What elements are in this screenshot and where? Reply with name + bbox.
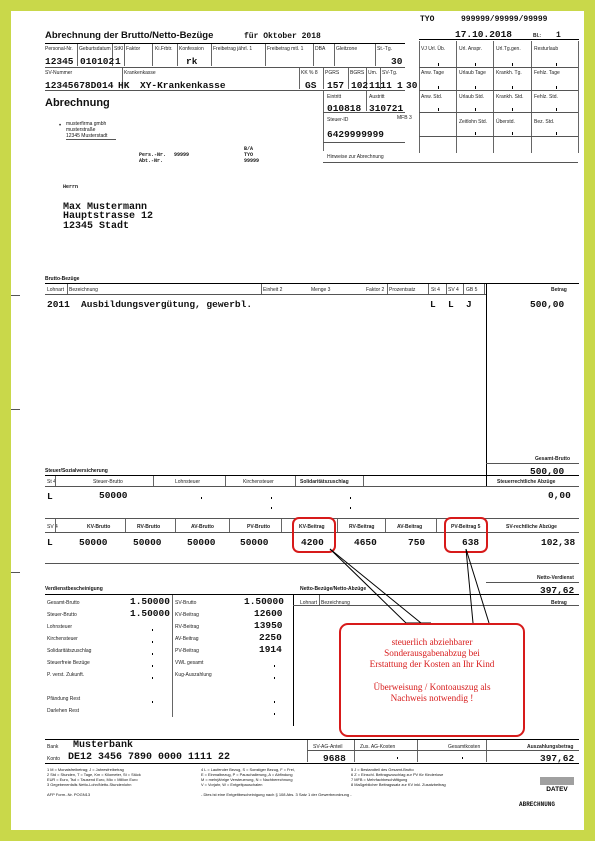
- label-pv-beitrag: PV-Beitrag 5: [451, 524, 481, 530]
- label-sv-brutto: SV 4: [448, 287, 459, 293]
- pv-beitrag: 638: [462, 537, 480, 548]
- entgelt-bescheinigung-note: - Dies ist eine Entgeltbescheinigung nach § 108 Abs. 3 Satz 1 der Gewerbeordnung -: [201, 792, 352, 797]
- label-bgrs: BGRS: [350, 70, 365, 76]
- fold-mark-bottom: [11, 572, 20, 573]
- eintritt-date: 010818: [327, 103, 362, 114]
- label-fehlz-tage: Fehlz. Tage: [534, 70, 560, 76]
- brutto-row-gb: J: [466, 299, 472, 310]
- steuer-rechtl-label: Steuerrechtliche Abzüge: [497, 479, 556, 485]
- vb-left-label-5: Steuerfreie Bezüge: [47, 660, 90, 666]
- vb-right-label-3: AV-Beitrag: [175, 636, 199, 642]
- vb-left-label-7: Pfändung Rest: [47, 696, 81, 702]
- vb-right-label-6: Kug-Auszahlung: [175, 672, 212, 678]
- footnote-left-1: 2 Std = Stunden, T = Tage, Km = Kilometer, St = Stück: [47, 772, 141, 777]
- payslip-document: [11, 11, 584, 830]
- label-betrag: Betrag: [551, 287, 567, 293]
- rv-beitrag: 4650: [354, 537, 377, 548]
- krankenkasse: XY-Krankenkasse: [140, 80, 226, 91]
- pv-brutto: 50000: [240, 537, 269, 548]
- kv-brutto: 50000: [79, 537, 108, 548]
- label-lohnart: Lohnart: [47, 287, 64, 293]
- label-eintritt: Eintritt: [327, 94, 342, 100]
- vb-left-value-0: 1.50000: [130, 596, 170, 607]
- label-kirchensteuer: Kirchensteuer: [243, 479, 274, 485]
- label-sv-nummer: SV-Nummer: [45, 70, 73, 76]
- label-austritt: Austritt: [369, 94, 385, 100]
- vb-right-label-4: PV-Beitrag: [175, 648, 199, 654]
- label-bezeichnung: Bezeichnung: [69, 287, 98, 293]
- vb-right-value-4: 1914: [259, 644, 282, 655]
- label-st-steuer: St 4: [47, 479, 56, 485]
- bgrs: 102: [351, 80, 369, 91]
- pgrs: 157: [327, 80, 345, 91]
- ba-label: B/A: [244, 146, 254, 152]
- label-mfb: MFB 3: [397, 115, 412, 121]
- footnote-right-3: 8 Maßgeblicher Beitragssatz zur KV inkl. Zusatzbeitrag: [351, 782, 446, 787]
- note-line-5: Nachweis notwendig !: [390, 693, 474, 703]
- label-menge: Menge 3: [311, 287, 331, 293]
- recipient-street: Hauptstrasse 12: [63, 211, 154, 222]
- av-beitrag: 750: [408, 537, 426, 548]
- header-date: 17.10.2018: [455, 29, 513, 40]
- bullet-icon: •: [59, 123, 62, 129]
- label-prozentsatz: Prozentsatz: [389, 287, 416, 293]
- steuerklasse: 1: [115, 56, 121, 67]
- verdienst-section-title: Verdienstbescheinigung: [45, 586, 103, 592]
- label-url-anspr: Url. Anspr.: [459, 46, 483, 52]
- footnote-right-0: 5 J = Bestandteil des Gesamt-Brutto: [351, 767, 414, 772]
- label-kk-pct: KK % 8: [301, 70, 318, 76]
- brutto-section-title: Brutto-Bezüge: [45, 276, 80, 282]
- label-rv-beitrag: RV-Beitrag: [349, 524, 375, 530]
- label-sv-tg: SV-Tg.: [382, 70, 398, 76]
- vb-left-label-1: Steuer-Brutto: [47, 612, 77, 618]
- sv-kennzeichen: L: [47, 537, 53, 548]
- label-anw-tage: Anw. Tage: [421, 70, 444, 76]
- fold-mark-top: [11, 295, 20, 296]
- footnote-left-2: EUR = Euro, Tsd = Tausend Euro, Mio = Million Euro: [47, 777, 138, 782]
- footer-abrechnung: ABRECHNUNG: [519, 801, 556, 808]
- label-gleitzone: Gleitzone: [336, 46, 358, 52]
- label-bez-std: Bez. Std.: [534, 119, 555, 125]
- label-pgrs: PGRS: [325, 70, 340, 76]
- bgrs-2: 1111: [369, 80, 392, 91]
- label-um: Um.: [368, 70, 378, 76]
- steuer-id: 6429999999: [327, 129, 385, 140]
- vb-right-value-1: 12600: [254, 608, 283, 619]
- label-einheit: Einheit 2: [263, 287, 283, 293]
- steuertage: 30: [391, 56, 403, 67]
- vb-right-value-3: 2250: [259, 632, 282, 643]
- recipient-city: 12345 Stadt: [63, 221, 130, 232]
- brutto-row-bezeichnung: Ausbildungsvergütung, gewerbl.: [81, 299, 253, 310]
- label-geburtsdatum: Geburtsdatum: [79, 46, 111, 52]
- label-kv-brutto: KV-Brutto: [87, 524, 111, 530]
- abt-nr-label: Abt.-Nr.: [139, 158, 164, 164]
- pers-nr-value: 99999: [174, 152, 190, 158]
- label-freibetrag-mtl: Freibetrag mtl. 1: [267, 46, 304, 52]
- label-personal-nr: Personal-Nr.: [45, 46, 73, 52]
- vb-left-value-1: 1.50000: [130, 608, 170, 619]
- label-pv-brutto: PV-Brutto: [247, 524, 271, 530]
- firm-line-3: 12345 Musterstadt: [66, 133, 108, 139]
- label-rv-brutto: RV-Brutto: [137, 524, 161, 530]
- sheet-number: 1: [556, 31, 561, 40]
- netto-verdienst-label: Netto-Verdienst: [537, 575, 574, 581]
- brutto-row-sv: L: [448, 299, 454, 310]
- label-kv-beitrag: KV-Beitrag: [299, 524, 325, 530]
- sv-tage: 30: [406, 80, 418, 91]
- gesamtkosten-label: Gesamtkosten: [448, 744, 481, 750]
- vb-left-label-3: Kirchensteuer: [47, 636, 78, 642]
- konfession: rk: [186, 56, 198, 67]
- label-av-beitrag: AV-Beitrag: [397, 524, 423, 530]
- form-number: AFP Form.-Nr. POGN13: [47, 792, 91, 797]
- document-title: Abrechnung der Brutto/Netto-Bezüge: [45, 30, 214, 41]
- bank-label: Bank: [47, 744, 59, 750]
- label-hinweise: Hinweise zur Abrechnung: [327, 154, 384, 160]
- label-url-tg-gen: Url.Tg.gen.: [496, 46, 521, 52]
- footnote-left-0: 1 M = Monatsfreibetrag; J = Jahresfreibetrag: [47, 767, 124, 772]
- label-faktor: Faktor: [126, 46, 141, 52]
- kk-pct: GS: [305, 80, 317, 91]
- fold-mark-middle: [11, 409, 20, 410]
- label-resturlaub: Resturlaub: [534, 46, 559, 52]
- vb-right-label-0: SV-Brutto: [175, 600, 197, 606]
- label-st-brutto: St 4: [431, 287, 440, 293]
- label-freibetrag-jaehrl: Freibetrag jährl. 1: [213, 46, 253, 52]
- footnote-mid-3: V = Vorjahr, W = Entgeltpauschalen: [201, 782, 263, 787]
- gesamt-brutto-label: Gesamt-Brutto: [535, 456, 571, 462]
- label-krankh-std: Krankh. Std.: [496, 94, 524, 100]
- personal-nr: 12345: [45, 56, 74, 67]
- label-krankenkasse: Krankenkasse: [124, 70, 156, 76]
- label-ki-frbtr: Ki.Frbtr.: [155, 46, 173, 52]
- geburtsdatum: 010102: [80, 56, 115, 67]
- label-fehlz-std: Fehlz. Std.: [534, 94, 558, 100]
- document-period: für Oktober 2018: [244, 32, 321, 41]
- kv-beitrag: 4200: [301, 537, 324, 548]
- vb-right-label-1: KV-Beitrag: [175, 612, 199, 618]
- label-lohnsteuer: Lohnsteuer: [175, 479, 201, 485]
- brutto-row-lohnart: 2011: [47, 299, 70, 310]
- um: 1: [397, 80, 403, 91]
- label-zeitlohn-std: Zeitlohn Std.: [459, 119, 488, 125]
- vb-left-label-4: Solidaritätszuschlag: [47, 648, 92, 654]
- sv-nummer: 12345678D014: [45, 80, 114, 91]
- sheet-label: Bl.:: [533, 33, 542, 39]
- footnote-right-2: 7 MFB = Mehrfachbeschäftigung: [351, 777, 408, 782]
- label-urlaub-std: Urlaub Std.: [459, 94, 485, 100]
- auszahlung-value: 397,62: [540, 753, 575, 764]
- tyo-label: TYO: [244, 152, 254, 158]
- datev-logo: [538, 777, 576, 793]
- netto-abzuege-section-title: Netto-Bezüge/Netto-Abzüge: [300, 586, 367, 592]
- note-line-3: Erstattung der Kosten an Ihr Kind: [369, 659, 495, 669]
- footnote-left-3: 3 Gegebenenfalls Netto-Lohn/Netto-Stundenlohn: [47, 782, 132, 787]
- netto-bezeichnung-label: Bezeichnung: [321, 600, 350, 606]
- netto-lohnart-label: Lohnart: [300, 600, 317, 606]
- brutto-row-st: L: [430, 299, 436, 310]
- label-faktor-brutto: Faktor 2: [366, 287, 385, 293]
- label-sv: SV 4: [47, 524, 58, 530]
- vb-right-label-5: VWL gesamt: [175, 660, 204, 666]
- vb-right-value-2: 13950: [254, 620, 283, 631]
- kk-code: HK: [118, 80, 130, 91]
- sv-ag-anteil-label: SV-AG-Anteil: [313, 744, 343, 750]
- steuer-section-title: Steuer/Sozialversicherung: [45, 468, 108, 474]
- iban: DE12 3456 7890 0000 1111 22: [68, 752, 231, 763]
- datev-logo-text: DATEV: [546, 786, 568, 793]
- label-stkl: StKl: [114, 46, 124, 52]
- label-konfession: Konfession: [179, 46, 204, 52]
- auszahlung-label: Auszahlungsbetrag: [527, 744, 574, 750]
- sv-rechtl-label: SV-rechtliche Abzüge: [506, 524, 557, 530]
- salutation: Herrn: [63, 184, 79, 190]
- label-solidaritaetszuschlag: Solidaritätszuschlag: [300, 479, 349, 485]
- label-steuer-id: Steuer-ID: [327, 117, 349, 123]
- vb-right-label-2: RV-Beitrag: [175, 624, 200, 630]
- vb-left-label-0: Gesamt-Brutto: [47, 600, 80, 606]
- steuer-brutto-value: 50000: [99, 490, 128, 501]
- footnote-right-1: 6 Z = Einschl. Beitragszuschlag zur PV für Kinderlose: [351, 772, 444, 777]
- label-st-tg: St.-Tg.: [377, 46, 393, 52]
- pers-nr-label: Pers.-Nr.: [139, 152, 167, 158]
- footnote-mid-1: E = Einmalbezug, P = Pauschalierung, A = Abfindung: [201, 772, 293, 777]
- vb-left-label-6: P. verst. Zukunft.: [47, 672, 85, 678]
- recipient-name: Max Mustermann: [63, 202, 148, 213]
- abrechnung-heading: Abrechnung: [45, 97, 110, 109]
- gesamt-brutto-value: 500,00: [530, 466, 565, 477]
- header-code: TYO: [420, 15, 435, 24]
- vb-right-value-0: 1.50000: [244, 596, 284, 607]
- note-line-2: Sonderausgabenabzug bei: [384, 648, 480, 658]
- bank-name: Musterbank: [73, 740, 134, 751]
- label-urlaub-tage: Urlaub Tage: [459, 70, 486, 76]
- zus-ag-kosten-label: Zus. AG-Kosten: [360, 744, 396, 750]
- konto-label: Konto: [47, 756, 61, 762]
- label-gb: GB 5: [466, 287, 478, 293]
- rv-brutto: 50000: [133, 537, 162, 548]
- label-steuer-brutto: Steuer-Brutto: [93, 479, 123, 485]
- steuer-st: L: [47, 491, 53, 502]
- firm-line-2: musterstraße: [66, 127, 96, 133]
- label-anw-std: Anw. Std.: [421, 94, 443, 100]
- vb-left-label-2: Lohnsteuer: [47, 624, 73, 630]
- sv-rechtl-value: 102,38: [541, 537, 576, 548]
- firm-line-1: musterfirma gmbh: [66, 121, 107, 127]
- footnote-mid-0: 4 L = Laufender Bezug, S = Sonstiger Bezug, F = Frei,: [201, 767, 295, 772]
- tyo-value: 99999: [244, 158, 260, 164]
- steuer-rechtl-value: 0,00: [548, 490, 571, 501]
- header-ids: 999999/99999/99999: [461, 15, 548, 24]
- annotation-note: [339, 623, 525, 737]
- netto-verdienst-value: 397,62: [540, 585, 575, 596]
- vb-left-label-8: Darlehen Rest: [47, 708, 79, 714]
- note-line-1: steuerlich abziehbarer: [391, 637, 473, 647]
- note-line-4: Überweisung / Kontoauszug als: [373, 682, 491, 692]
- label-vj-url: VJ Url. Üb.: [421, 46, 446, 52]
- footnote-mid-2: M = mehrjährige Versteuerung, N = Nachberechnung: [201, 777, 293, 782]
- av-brutto: 50000: [187, 537, 216, 548]
- label-krankh-tg: Krankh. Tg.: [496, 70, 522, 76]
- netto-betrag-label: Betrag: [551, 600, 567, 606]
- sv-ag-anteil-value: 9688: [323, 753, 346, 764]
- brutto-row-betrag: 500,00: [530, 299, 565, 310]
- label-ueberstd: Überstd.: [496, 119, 515, 125]
- austritt-date: 310721: [369, 103, 404, 114]
- label-av-brutto: AV-Brutto: [191, 524, 214, 530]
- label-dba: DBA: [315, 46, 326, 52]
